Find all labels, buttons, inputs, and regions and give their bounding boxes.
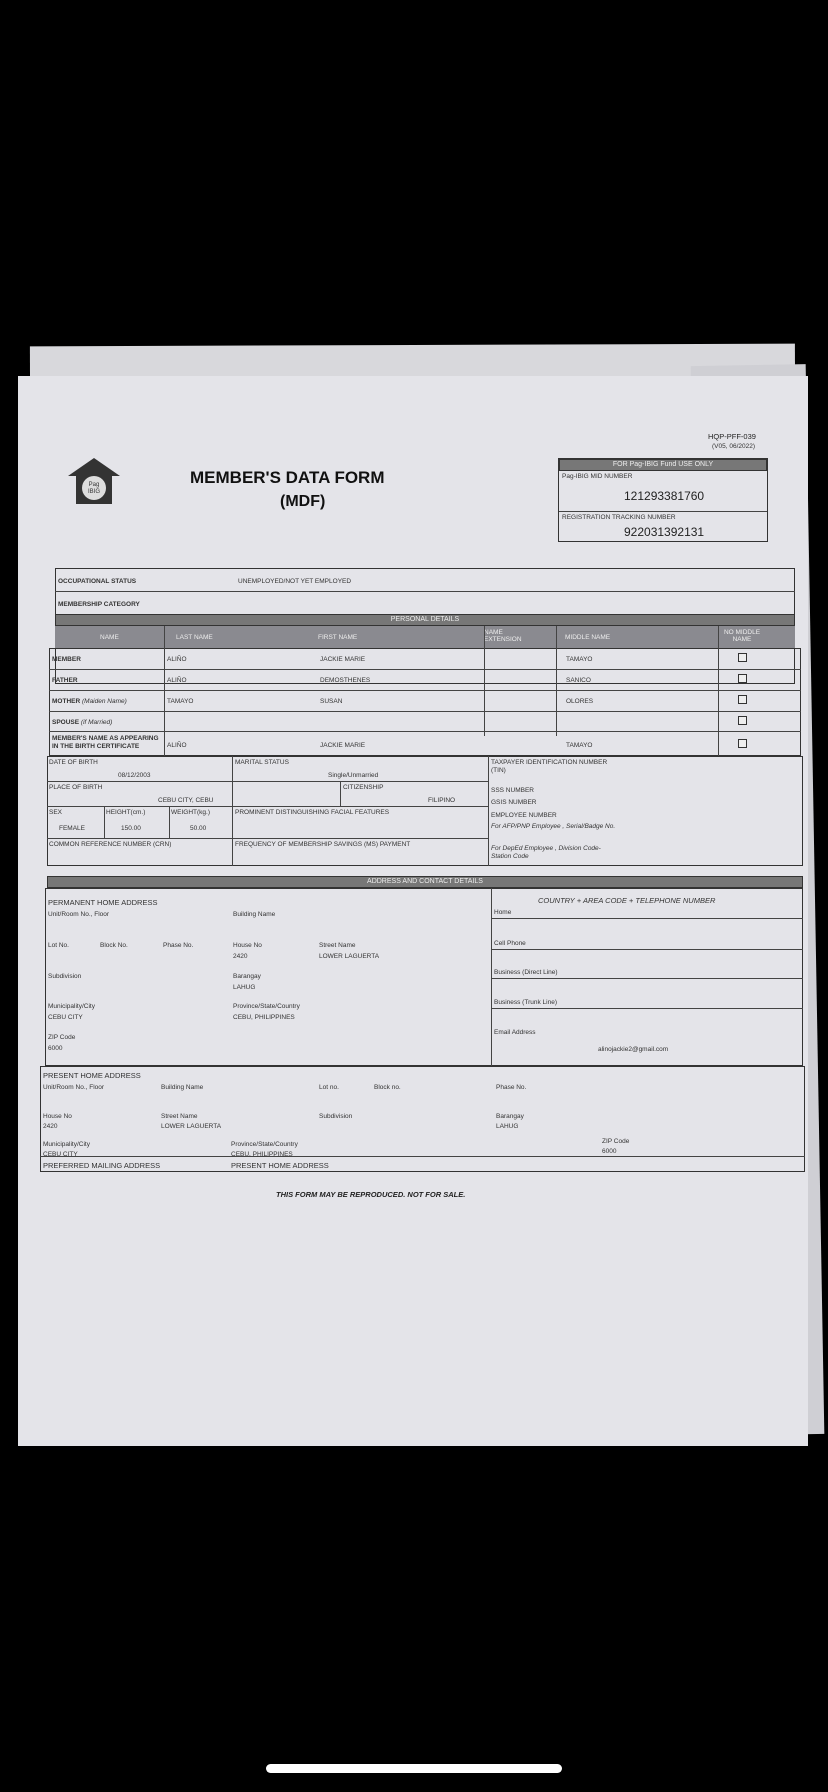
frequency-label: FREQUENCY OF MEMBERSHIP SAVINGS (MS) PAYMENT (235, 841, 411, 848)
office-use-header: FOR Pag-IBIG Fund USE ONLY (559, 459, 767, 471)
cell-phone-label: Cell Phone (494, 940, 526, 947)
marital-value: Single/Unmarried (328, 772, 379, 779)
present-street-value: LOWER LAGUERTA (161, 1123, 222, 1130)
zip-value: 6000 (48, 1045, 63, 1052)
occ-status-value: UNEMPLOYED/NOT YET EMPLOYED (238, 578, 352, 585)
mid-label: Pag-IBIG MID NUMBER (562, 473, 633, 480)
street-label: Street Name (319, 942, 356, 949)
unit-label: Unit/Room No., Floor (48, 911, 110, 918)
col-first: FIRST NAME (318, 634, 358, 641)
no-middle-checkbox[interactable] (738, 695, 747, 704)
birth-details-table (47, 756, 803, 866)
house-value: 2420 (233, 953, 248, 960)
building-label: Building Name (233, 911, 276, 918)
rtn-label: REGISTRATION TRACKING NUMBER (562, 514, 676, 521)
mid-value: 121293381760 (624, 489, 705, 503)
block-label: Block No. (100, 942, 128, 949)
present-house-value: 2420 (43, 1123, 58, 1130)
business-direct-label: Business (Direct Line) (494, 969, 558, 976)
present-province-value: CEBU, PHILIPPINES (231, 1151, 293, 1158)
present-unit-label: Unit/Room No., Floor (43, 1084, 105, 1091)
present-municipality-label: Municipality/City (43, 1141, 90, 1148)
email-value: alinojackie2@gmail.com (598, 1046, 669, 1053)
country-code-label: COUNTRY + AREA CODE + TELEPHONE NUMBER (538, 896, 716, 905)
height-value: 150.00 (121, 825, 141, 832)
present-barangay-value: LAHUG (496, 1123, 519, 1130)
form-sheet: HQP-PFF-039 (V05, 06/2022) Pag IBIG MEMBER'S DATA FORM (MDF) FOR Pag-IBIG Fund USE ONLY Pag-IBIG MID NUMBER 121293381760 REGISTRATION TRACKING NUMBER 922031392131 OCCUPATIONAL STATUS UNEMPLOYED/NOT YET EMPLOYED MEMBERSHIP CATEGORY PERSONAL DETAILS NAME LAST NAME FIRST NAME NAME EXTENSION MIDDLE NAME NO MIDDLE NAME MEMBER ALIÑO JACKIE MARIE TAMAYO FATHER ALIÑO DEMOSTHENES SANICO MOTHER (Maiden Name) TAMAYO SUSAN OLORES SPOUSE (if Married) MEMBER'S NAME AS APPEARING IN THE BIRTH CERTIFICATE ALIÑO JACKIE MARIE TAMAYO DATE OF BIRTH 08/12/2003 MARITAL STATUS Single/Unmarried TAXPAYER IDENTIFICATION NUMBER (TIN) PLACE OF BIRTH CEBU CITY, CEBU CITIZENSHIP FILIPINO SSS NUMBER GSIS NUMBER SEX FEMALE HEIGHT(cm.) 150.00 WEIGHT(kg.) 50.00 PROMINENT DISTINGUISHING FACIAL FEATURES EMPLOYEE NUMBER For AFP/PNP Employee , Serial/Badge No. For DepEd Employee , Division Code-Station Code COMMON REFERENCE NUMBER (CRN) FREQUENCY OF MEMBERSHIP SAVINGS (MS) PAYMENT ADDRESS AND CONTACT DETAILS PERMANENT HOME ADDRESS COUNTRY + AREA CODE + TELEPHONE NUMBER Unit/Room No., Floor Building Name Home Lot No. Block No. Phase No. House No 2420 Street Name LOWER LAGUERTA Cell Phone Subdivision Barangay LAHUG Business (Direct Line) Municipality/City CEBU CITY Province/State/Country CEBU, PHILIPPINES Business (Trunk Line) ZIP Code 6000 Email Address alinojackie2@gmail.com PRESENT HOME ADDRESS Unit/Room No., Floor Building Name Lot no. Block no. Phase No. House No 2420 Street Name LOWER LAGUERTA Subdivision Barangay LAHUG Municipality/City CEBU CITY Province/State/Country CEBU, PHILIPPINES ZIP Code 6000 PREFERRED MAILING ADDRESS PRESENT HOME ADDRESS THIS FORM MAY BE REPRODUCED. NOT FOR SALE. (18, 376, 808, 1446)
present-block-label: Block no. (374, 1084, 401, 1091)
tin-label: TAXPAYER IDENTIFICATION NUMBER (TIN) (491, 759, 608, 774)
house-label: House No (233, 942, 262, 949)
home-indicator[interactable] (266, 1764, 562, 1773)
present-subdivision-label: Subdivision (319, 1113, 353, 1120)
present-barangay-label: Barangay (496, 1113, 524, 1120)
phase-label: Phase No. (163, 942, 194, 949)
sex-label: SEX (49, 809, 63, 816)
present-zip-value: 6000 (602, 1148, 617, 1155)
province-label: Province/State/Country (233, 1003, 300, 1010)
column-header-row (55, 626, 795, 648)
svg-text:Pag: Pag (88, 482, 100, 488)
deped-label: For DepEd Employee , Division Code-Station Code (491, 845, 601, 860)
footer-note: THIS FORM MAY BE REPRODUCED. NOT FOR SALE. (276, 1190, 466, 1199)
pob-value: CEBU CITY, CEBU (158, 797, 214, 804)
barangay-label: Barangay (233, 973, 261, 980)
weight-value: 50.00 (190, 825, 207, 832)
present-building-label: Building Name (161, 1084, 204, 1091)
personal-details-header: PERSONAL DETAILS (55, 614, 795, 626)
email-label: Email Address (494, 1029, 536, 1036)
office-use-box (558, 458, 768, 542)
permanent-address-table (45, 888, 803, 1066)
present-phase-label: Phase No. (496, 1084, 527, 1091)
col-last: LAST NAME (176, 634, 213, 641)
no-middle-checkbox[interactable] (738, 739, 747, 748)
weight-label: WEIGHT(kg.) (171, 809, 210, 816)
province-value: CEBU, PHILIPPINES (233, 1014, 295, 1021)
street-value: LOWER LAGUERTA (319, 953, 380, 960)
citizenship-value: FILIPINO (428, 797, 456, 804)
height-label: HEIGHT(cm.) (106, 809, 146, 816)
address-header: ADDRESS AND CONTACT DETAILS (47, 876, 803, 888)
features-label: PROMINENT DISTINGUISHING FACIAL FEATURES (235, 809, 390, 816)
municipality-label: Municipality/City (48, 1003, 95, 1010)
municipality-value: CEBU CITY (48, 1014, 83, 1021)
present-address-label: PRESENT HOME ADDRESS (43, 1071, 141, 1080)
membership-category-label: MEMBERSHIP CATEGORY (58, 601, 140, 608)
form-code: HQP-PFF-039 (708, 432, 756, 441)
present-lot-label: Lot no. (319, 1084, 339, 1091)
occ-status-label: OCCUPATIONAL STATUS (58, 578, 137, 585)
dob-value: 08/12/2003 (118, 772, 151, 779)
form-version: (V05, 06/2022) (712, 443, 756, 450)
col-middle: MIDDLE NAME (565, 634, 611, 641)
no-middle-checkbox[interactable] (738, 674, 747, 683)
present-house-label: House No (43, 1113, 72, 1120)
crn-label: COMMON REFERENCE NUMBER (CRN) (49, 841, 172, 848)
subdivision-label: Subdivision (48, 973, 82, 980)
present-municipality-value: CEBU CITY (43, 1151, 78, 1158)
citizenship-label: CITIZENSHIP (343, 784, 384, 791)
svg-text:IBIG: IBIG (87, 489, 101, 495)
barangay-value: LAHUG (233, 984, 256, 991)
zip-label: ZIP Code (48, 1034, 76, 1041)
permanent-address-label: PERMANENT HOME ADDRESS (48, 898, 158, 907)
form-subtitle: (MDF) (280, 493, 326, 510)
col-ext: NAME EXTENSION (484, 629, 522, 643)
business-trunk-label: Business (Trunk Line) (494, 999, 557, 1006)
birth-cert-label: MEMBER'S NAME AS APPEARING IN THE BIRTH CERTIFICATE (52, 735, 159, 750)
pagibig-logo (66, 456, 122, 508)
present-province-label: Province/State/Country (231, 1141, 298, 1148)
no-middle-checkbox[interactable] (738, 716, 747, 725)
preferred-mailing-label: PREFERRED MAILING ADDRESS (43, 1161, 161, 1170)
afp-label: For AFP/PNP Employee , Serial/Badge No. (491, 823, 616, 830)
home-phone-label: Home (494, 909, 512, 916)
employee-number-label: EMPLOYEE NUMBER (491, 812, 557, 819)
sex-value: FEMALE (59, 825, 86, 832)
present-zip-label: ZIP Code (602, 1138, 630, 1145)
no-middle-checkbox[interactable] (738, 653, 747, 662)
dob-label: DATE OF BIRTH (49, 759, 98, 766)
marital-label: MARITAL STATUS (235, 759, 289, 766)
col-name: NAME (100, 634, 119, 641)
sss-label: SSS NUMBER (491, 787, 534, 794)
pob-label: PLACE OF BIRTH (49, 784, 103, 791)
preferred-mailing-value: PRESENT HOME ADDRESS (231, 1161, 329, 1170)
present-street-label: Street Name (161, 1113, 198, 1120)
lot-label: Lot No. (48, 942, 69, 949)
gsis-label: GSIS NUMBER (491, 799, 537, 806)
rtn-value: 922031392131 (624, 525, 705, 539)
form-title: MEMBER'S DATA FORM (190, 468, 385, 487)
col-no-middle: NO MIDDLE NAME (723, 629, 761, 643)
